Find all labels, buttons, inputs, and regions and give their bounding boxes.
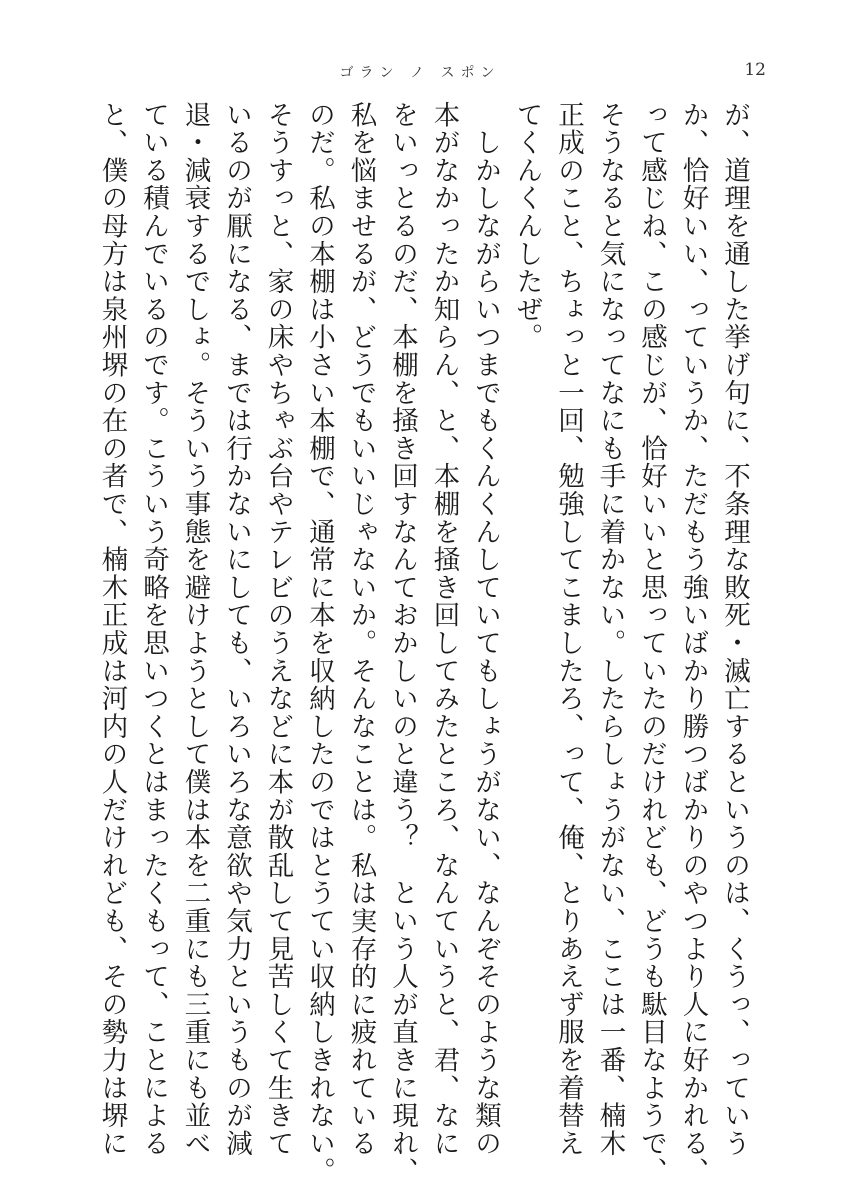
text-column-14: 退・減衰するでしょ。そういう事態を避けようとして僕は本を二重にも三重にも並べ xyxy=(179,101,211,1158)
text-column-9: をいっとるのだ、本棚を掻き回すなんておかしいのと違う？ という人が直きに現れ、 xyxy=(387,101,418,1186)
vertical-body-text xyxy=(91,101,755,1186)
text-column-12: そうすっと、家の床やちゃぶ台やテレビのうえなどに本が散乱して見苦しくて生きて xyxy=(262,101,294,1158)
text-column-1: が、道理を通した挙げ句に、不条理な敗死・滅亡するというのは、くうっ、っていう xyxy=(719,101,750,1158)
text-column-3: って感じね、この感じが、恰好いいと思っていたのだけれども、どうも駄目なようで、 xyxy=(636,101,667,1186)
text-column-7: しかしながらいつまでもくんくんしていてもしょうがない、なんぞそのような類の xyxy=(470,101,501,1158)
page-number: 12 xyxy=(744,60,766,80)
text-column-4: そうなると気になってなにも手に着かない。したらしょうがない、ここは一番、楠木 xyxy=(594,101,626,1158)
text-column-11: のだ。私の本棚は小さい本棚で、通常に本を収納したのではとうてい収納しきれない。 xyxy=(304,101,335,1186)
text-column-5: 正成のこと、ちょっと一回、勉強してこましたろ、って、俺、とりあえず服を着替え xyxy=(553,101,584,1158)
text-column-2: か、恰好いい、っていうか、ただもう強いばかり勝つばかりのやつより人に好かれる、 xyxy=(677,101,709,1186)
text-column-8: 本がなかったか知らん、と、本棚を掻き回してみたところ、なんていうと、君、なに xyxy=(428,101,460,1158)
text-column-13: いるのが厭になる、までは行かないにしても、いろいろな意欲や気力というものが減 xyxy=(221,101,252,1158)
text-column-10: 私を悩ませるが、どうでもいいじゃないか。そんなことは。私は実存的に疲れている xyxy=(345,101,377,1158)
text-column-6: てくんくんしたぜ。 xyxy=(511,101,543,352)
running-head-title: ゴラン ノ スポン xyxy=(339,65,501,81)
text-column-15: ている積んでいるのです。こういう奇略を思いつくとはまったくもって、ことによる xyxy=(138,101,169,1158)
text-column-16: と、僕の母方は泉州堺の在の者で、楠木正成は河内の人だけれども、その勢力は堺に xyxy=(96,101,128,1158)
